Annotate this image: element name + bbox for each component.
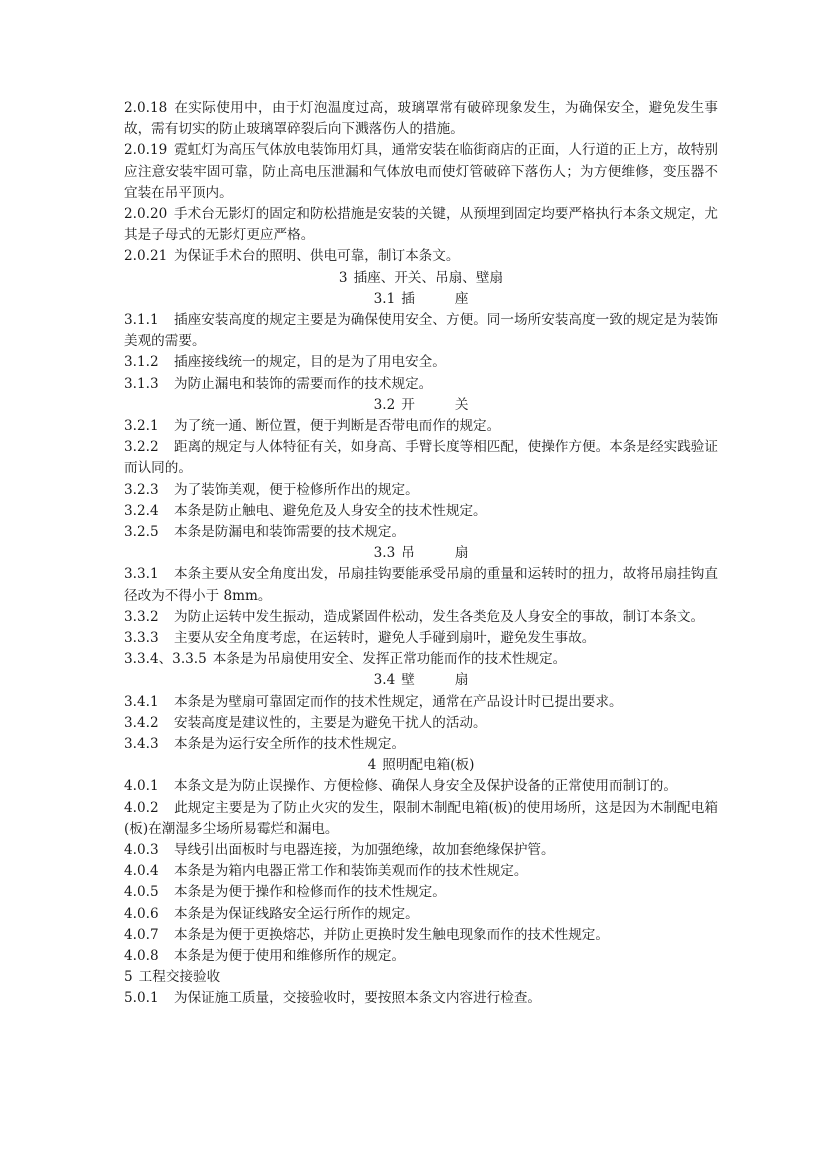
clause-text: 本条是防漏电和装饰需要的技术规定。 <box>174 524 406 541</box>
clause-paragraph <box>124 904 718 925</box>
subsection-title-part: 插 <box>401 290 415 307</box>
clause-number: 4.0.4 <box>124 863 159 880</box>
clause-text: 为保证手术台的照明、供电可靠，制订本条文。 <box>174 248 460 265</box>
clause-paragraph <box>124 776 718 797</box>
clause-number: 3.2.2 <box>124 439 159 456</box>
clause-text: 主要从安全角度考虑，在运转时，避免人手碰到扇叶，避免发生事故。 <box>174 630 596 647</box>
clause-number: 4.0.3 <box>124 842 159 859</box>
clause-number: 3.4.2 <box>124 714 159 731</box>
clause-paragraph <box>124 861 718 882</box>
clause-number: 4.0.6 <box>124 905 159 922</box>
clause-number: 2.0.21 <box>124 248 168 265</box>
clause-text: 在实际使用中，由于灯泡温度过高，玻璃罩常有破碎现象发生，为确保安全，避免发生事故，需有切实的防止玻璃罩碎裂后向下溅落伤人的措施。 <box>124 100 718 138</box>
clause-paragraph <box>124 692 718 713</box>
subsection-title-part: 吊 <box>401 545 415 562</box>
clause-text: 为了装饰美观，便于检修所作出的规定。 <box>174 481 419 498</box>
clause-paragraph <box>124 374 718 395</box>
clause-number: 3.3.4、3.3.5 <box>124 651 207 668</box>
clause-text: 为了统一通、断位置，便于判断是否带电而作的规定。 <box>174 418 501 434</box>
clause-number: 3.2.5 <box>124 524 159 541</box>
clause-text: 本条是为运行安全所作的技术性规定。 <box>174 736 406 753</box>
clause-number: 4.0.5 <box>124 884 159 901</box>
clause-paragraph <box>124 140 718 204</box>
subsection-heading <box>124 543 718 564</box>
clause-paragraph <box>124 564 718 606</box>
clause-number: 4.0.2 <box>124 799 159 816</box>
clause-paragraph <box>124 649 718 670</box>
clause-paragraph <box>124 607 718 628</box>
clause-text: 插座接线统一的规定，目的是为了用电安全。 <box>174 354 446 371</box>
section-heading <box>124 967 718 988</box>
clause-text: 安装高度是建议性的，主要是为避免干扰人的活动。 <box>174 714 487 731</box>
clause-text: 本条文是为防止误操作、方便检修、确保人身安全及保护设备的正常使用而制订的。 <box>174 778 677 795</box>
clause-text: 本条是防止触电、避免危及人身安全的技术性规定。 <box>174 502 487 519</box>
section-heading <box>124 268 718 289</box>
clause-number: 3.1.1 <box>124 312 159 328</box>
clause-paragraph <box>124 840 718 861</box>
clause-paragraph <box>124 734 718 755</box>
clause-paragraph <box>124 988 718 1009</box>
clause-number: 3.4.1 <box>124 693 159 710</box>
clause-text: 本条是为便于操作和检修而作的技术性规定。 <box>174 884 446 901</box>
clause-paragraph <box>124 437 718 479</box>
clause-text: 为保证施工质量，交接验收时，要按照本条文内容进行检查。 <box>174 990 542 1007</box>
clause-text: 本条主要从安全角度出发，吊扇挂钩要能承受吊扇的重量和运转时的扭力，故将吊扇挂钩直径改为不得小于 8mm。 <box>124 566 718 604</box>
clause-number: 4.0.8 <box>124 948 159 965</box>
clause-paragraph <box>124 310 718 352</box>
clause-text: 为防止运转中发生振动，造成紧固件松动，发生各类危及人身安全的事故，制订本条文。 <box>174 608 705 625</box>
section-number: 3 <box>338 269 348 286</box>
subsection-title-part: 开 <box>401 396 415 413</box>
section-title: 照明配电箱(板) <box>382 757 475 774</box>
clause-paragraph <box>124 713 718 734</box>
subsection-title-part: 扇 <box>454 545 469 562</box>
clause-number: 2.0.18 <box>124 100 168 116</box>
subsection-heading <box>124 395 718 416</box>
clause-number: 3.3.1 <box>124 566 159 583</box>
clause-number: 2.0.20 <box>124 206 168 223</box>
clause-text: 为防止漏电和装饰的需要而作的技术规定。 <box>174 375 433 392</box>
clause-number: 3.1.2 <box>124 354 159 371</box>
section-title: 工程交接验收 <box>138 969 221 986</box>
clause-paragraph <box>124 628 718 649</box>
clause-paragraph <box>124 352 718 373</box>
clause-paragraph <box>124 480 718 501</box>
subsection-number: 3.1 <box>373 290 396 307</box>
subsection-title-part: 关 <box>454 396 469 413</box>
clause-number: 4.0.1 <box>124 778 159 795</box>
clause-number: 3.2.1 <box>124 418 159 434</box>
clause-paragraph <box>124 882 718 903</box>
clause-text: 此规定主要是为了防止火灾的发生，限制木制配电箱(板)的使用场所，这是因为木制配电箱(板)在潮湿多尘场所易霉烂和漏电。 <box>124 799 718 837</box>
clause-text: 导线引出面板时与电器连接，为加强绝缘，故加套绝缘保护管。 <box>174 842 555 859</box>
clause-number: 3.2.4 <box>124 502 159 519</box>
section-number: 5 <box>124 969 133 986</box>
clause-paragraph <box>124 246 718 267</box>
clause-paragraph <box>124 501 718 522</box>
document-body <box>124 98 718 1010</box>
clause-paragraph <box>124 416 718 437</box>
section-heading <box>124 755 718 776</box>
section-title: 插座、开关、吊扇、壁扇 <box>353 269 504 286</box>
subsection-heading <box>124 289 718 310</box>
clause-paragraph <box>124 946 718 967</box>
subsection-heading <box>124 670 718 691</box>
clause-paragraph <box>124 925 718 946</box>
clause-text: 本条是为壁扇可靠固定而作的技术性规定，通常在产品设计时已提出要求。 <box>174 693 623 710</box>
clause-text: 本条是为箱内电器正常工作和装饰美观而作的技术性规定。 <box>174 863 528 880</box>
clause-number: 5.0.1 <box>124 990 159 1007</box>
subsection-number: 3.2 <box>373 396 396 413</box>
clause-text: 本条是为便于使用和维修所作的规定。 <box>174 948 406 965</box>
clause-text: 本条是为吊扇使用安全、发挥正常功能而作的技术性规定。 <box>212 651 567 668</box>
section-number: 4 <box>367 757 377 774</box>
clause-number: 2.0.19 <box>124 142 168 159</box>
clause-text: 距离的规定与人体特征有关，如身高、手臂长度等相匹配，使操作方便。本条是经实践验证而认同的。 <box>124 439 718 477</box>
subsection-title-part: 壁 <box>401 672 415 689</box>
subsection-number: 3.4 <box>373 672 396 689</box>
subsection-title-part: 座 <box>454 290 469 307</box>
subsection-number: 3.3 <box>373 545 396 562</box>
clause-number: 3.3.2 <box>124 608 159 625</box>
clause-text: 本条是为保证线路安全运行所作的规定。 <box>174 905 419 922</box>
clause-number: 3.1.3 <box>124 375 159 392</box>
clause-text: 本条是为便于更换熔芯，并防止更换时发生触电现象而作的技术性规定。 <box>174 926 609 943</box>
clause-number: 4.0.7 <box>124 926 159 943</box>
clause-text: 霓虹灯为高压气体放电装饰用灯具，通常安装在临街商店的正面，人行道的正上方，故特别应注意安装牢固可靠，防止高电压泄漏和气体放电而使灯管破碎下落伤人；为方便维修，变压器不宜装在吊平顶内。 <box>124 142 718 201</box>
clause-paragraph <box>124 98 718 140</box>
clause-number: 3.3.3 <box>124 630 159 647</box>
clause-text: 插座安装高度的规定主要是为确保使用安全、方便。同一场所安装高度一致的规定是为装饰美观的需要。 <box>124 312 718 350</box>
clause-paragraph <box>124 204 718 246</box>
subsection-title-part: 扇 <box>454 672 469 689</box>
clause-number: 3.2.3 <box>124 481 159 498</box>
clause-paragraph <box>124 798 718 840</box>
clause-text: 手术台无影灯的固定和防松措施是安装的关键，从预埋到固定均要严格执行本条文规定，尤其是子母式的无影灯更应严格。 <box>124 206 718 244</box>
clause-paragraph <box>124 522 718 543</box>
clause-number: 3.4.3 <box>124 736 159 753</box>
